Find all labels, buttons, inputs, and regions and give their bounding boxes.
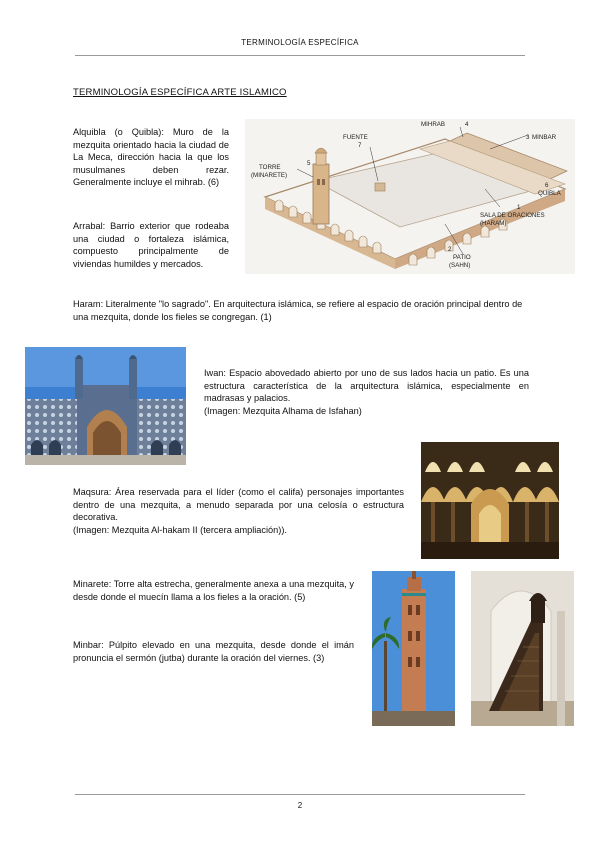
label-patio: PATIO — [453, 254, 471, 261]
entry-arrabal: Arrabal: Barrio exterior que rodeaba una ciudad o fortaleza islámica, compuesto principalmente de viviendas humildes y mercados. — [73, 221, 229, 269]
minbar-photo — [471, 571, 574, 726]
entry-iwan-text: Iwan: Espacio abovedado abierto por uno de sus lados hacia un patio. Es una estructura característica de la arquitectura islámica, especialmente en madrasas y palacios. — [204, 368, 529, 404]
mosque-diagram-svg — [245, 119, 575, 274]
entry-maqsura-text: Maqsura: Área reservada para el líder (como el califa) personajes importantes dentro de una mezquita, a menudo separada por una celosía o estructura decorativa. — [73, 487, 404, 523]
maqsura-photo-svg — [421, 442, 559, 559]
entry-maqsura-caption: (Imagen: Mezquita Al-hakam II (tercera ampliación)). — [73, 524, 287, 535]
label-sala-sub: (HARAM) — [480, 220, 507, 227]
maqsura-photo — [421, 442, 559, 559]
iwan-photo-svg — [25, 347, 186, 465]
header-rule — [75, 55, 525, 56]
minaret-photo — [372, 571, 455, 726]
label-patio-sub: (SAHN) — [449, 262, 471, 269]
label-mihrab: MIHRAB — [421, 121, 446, 128]
header-title: TERMINOLOGÍA ESPECÍFICA — [241, 38, 359, 47]
entry-haram: Haram: Literalmente "lo sagrado". En arquitectura islámica, se refiere al espacio de oración principal dentro de una mezquita, donde los fieles se congregan. (1) — [73, 299, 523, 322]
label-quibla-num: 6 — [545, 182, 549, 189]
mosque-diagram — [245, 119, 575, 274]
label-fuente-num: 7 — [358, 142, 362, 149]
entry-minbar: Minbar: Púlpito elevado en una mezquita, desde donde el imán pronuncia el sermón (jutba) durante la oración del viernes. (3) — [73, 640, 354, 663]
label-sala-num: 1 — [517, 204, 521, 211]
entry-alquibla: Alquibla (o Quibla): Muro de la mezquita orientado hacia la ciudad de La Meca, dirección hacia la que los musulmanes deben rezar. Generalmente incluye el mihrab. (6) — [73, 127, 229, 188]
minaret-photo-svg — [372, 571, 455, 726]
label-mihrab-num: 4 — [465, 121, 469, 128]
label-torre-num: 5 — [307, 160, 311, 167]
footer-rule — [75, 794, 525, 795]
label-fuente: FUENTE — [343, 134, 368, 141]
label-quibla: QUIBLA — [538, 190, 561, 197]
section-title: TERMINOLOGÍA ESPECÍFICA ARTE ISLAMICO — [73, 87, 287, 98]
label-sala: SALA DE ORACIONES — [480, 212, 545, 219]
label-torre-sub: (MINARETE) — [251, 172, 288, 179]
iwan-photo — [25, 347, 186, 465]
entry-minarete: Minarete: Torre alta estrecha, generalmente anexa a una mezquita, y desde donde el muecín llama a los fieles a la oración. (5) — [73, 579, 354, 602]
label-patio-num: 2 — [448, 246, 452, 253]
label-minbar-num: 3 — [526, 134, 530, 141]
entry-maqsura — [73, 486, 404, 536]
entry-iwan — [204, 367, 529, 417]
page-number: 2 — [297, 801, 303, 810]
label-torre: TORRE — [259, 164, 281, 171]
minbar-photo-svg — [471, 571, 574, 726]
label-minbar: MINBAR — [532, 134, 557, 141]
entry-iwan-caption: (Imagen: Mezquita Alhama de Isfahan) — [204, 405, 362, 416]
